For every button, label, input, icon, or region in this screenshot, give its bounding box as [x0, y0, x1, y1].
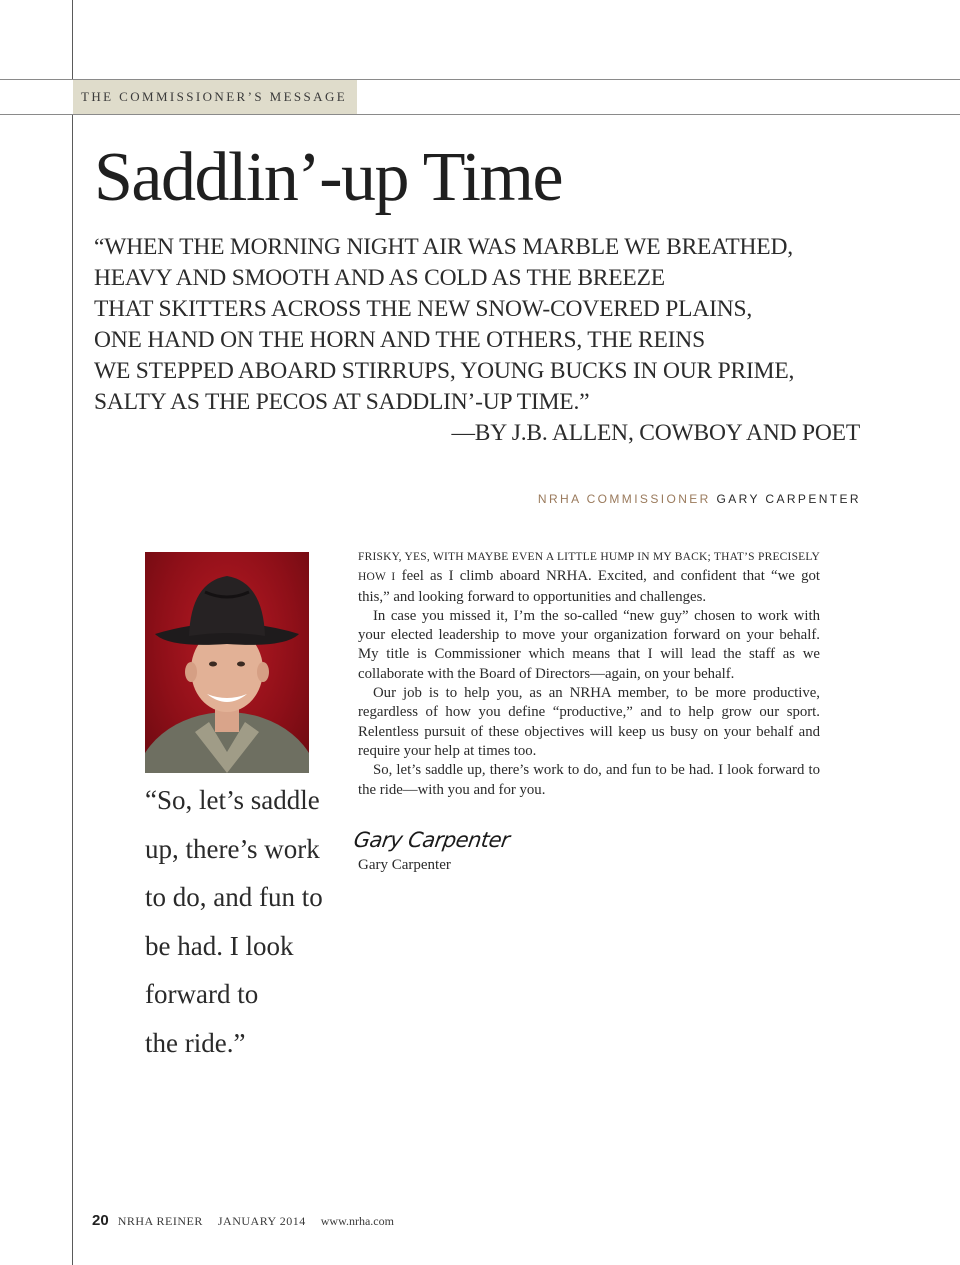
section-label: THE COMMISSIONER’S MESSAGE [81, 89, 348, 104]
author-portrait-illustration [145, 552, 309, 773]
byline-name: GARY CARPENTER [716, 492, 861, 506]
body-paragraph: So, let’s saddle up, there’s work to do, and fun to be had. I look forward to the ride—with you and for you. [358, 762, 820, 798]
website-url: www.nrha.com [320, 1214, 394, 1228]
epigraph-line: ONE HAND ON THE HORN AND THE OTHERS, THE REINS [94, 327, 705, 353]
epigraph-attribution: —BY J.B. ALLEN, COWBOY AND POET [451, 420, 860, 446]
body-paragraph: Our job is to help you, as an NRHA member, to be more productive, regardless of how you define “productive,” and to help grow our sport. Relentless pursuit of these objectives will keep us busy on your behalf and require your help at times too. [358, 685, 820, 759]
byline [538, 492, 861, 506]
signature: Gary Carpenter [352, 828, 512, 852]
issue-date: JANUARY 2014 [217, 1214, 306, 1228]
author-photo [145, 552, 309, 773]
publication-name: NRHA REINER [117, 1214, 203, 1228]
pull-quote-line: to do, and fun to [145, 882, 323, 912]
body-paragraph [358, 547, 820, 607]
pull-quote-line: “So, let’s saddle [145, 785, 320, 815]
paragraph-text: feel as I climb aboard NRHA. Excited, and confident that “we got this,” and looking forward to opportunities and challenges. [358, 568, 820, 605]
margin-rule [72, 0, 73, 1265]
epigraph-line: HEAVY AND SMOOTH AND AS COLD AS THE BREEZE [94, 265, 665, 291]
epigraph-line: THAT SKITTERS ACROSS THE NEW SNOW-COVERED PLAINS, [94, 296, 753, 322]
pull-quote-line: the ride.” [145, 1027, 246, 1058]
page-number: 20 [92, 1212, 109, 1229]
page-footer [92, 1212, 394, 1229]
pull-quote-line: up, there’s work [145, 833, 320, 864]
signature-printed-name: Gary Carpenter [358, 857, 451, 873]
article-title: Saddlin’-up Time [94, 139, 563, 216]
pull-quote-line: forward to [145, 979, 259, 1009]
epigraph-line: “WHEN THE MORNING NIGHT AIR WAS MARBLE WE BREATHED, [94, 234, 793, 260]
pull-quote [145, 776, 335, 1067]
epigraph-line: WE STEPPED ABOARD STIRRUPS, YOUNG BUCKS IN OUR PRIME, [94, 358, 795, 384]
epigraph [94, 232, 874, 449]
article-body [358, 547, 820, 800]
byline-role: NRHA COMMISSIONER [537, 492, 711, 506]
body-paragraph: In case you missed it, I’m the so-called “new guy” chosen to work with your elected leadership to move your organization forward on your behalf. My title is Commissioner which means that I will lead the staff as we collaborate with the Board of Directors—again, on your behalf. [358, 607, 820, 682]
epigraph-line: SALTY AS THE PECOS AT SADDLIN’-UP TIME.” [94, 389, 590, 415]
pull-quote-line: be had. I look [145, 930, 294, 961]
lead-in: FRISKY, YES, WITH MAYBE EVEN A LITTLE HUMP IN MY BACK; THAT’S PRECISELY HOW I [358, 551, 820, 584]
